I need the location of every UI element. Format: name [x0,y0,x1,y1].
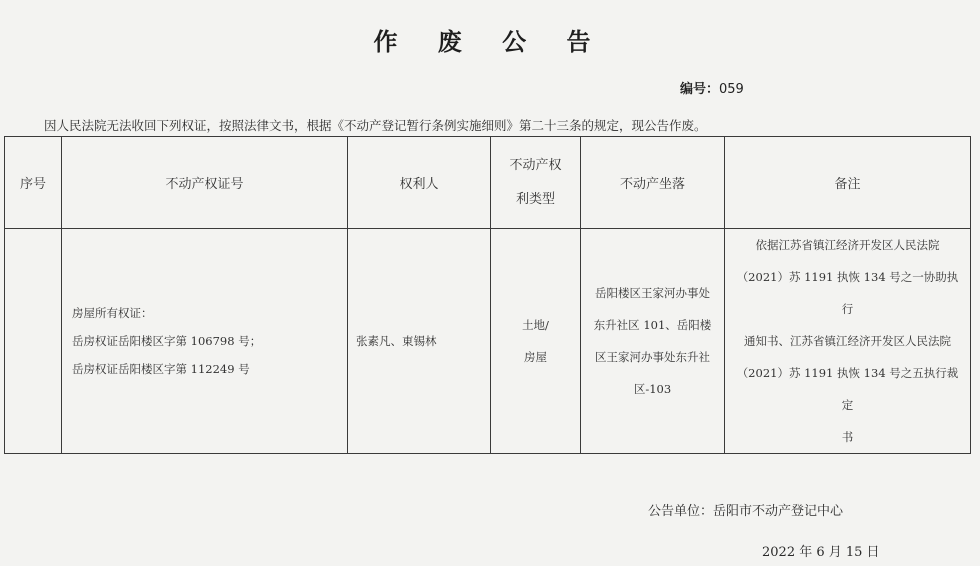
location-line: 区-103 [633,382,672,396]
remarks-line: （2021）苏 1191 执恢 134 号之一协助执行 [736,270,959,316]
header-right-type-line2: 利类型 [515,191,555,207]
remarks-line: 通知书、江苏省镇江经济开发区人民法院 [744,334,951,348]
cell-location [581,229,725,454]
cert-line: 岳房权证岳阳楼区字第 106798 号； [72,334,262,348]
notice-title: 作 废 公 告 [373,28,607,56]
table-row [5,229,971,454]
location-line: 东升社区 101、岳阳楼 [593,318,712,332]
cell-right-type [491,229,581,454]
cell-cert [62,229,348,454]
void-notice-table [4,136,971,454]
remarks-line: 书 [841,430,854,444]
remarks-line: （2021）苏 1191 执恢 134 号之五执行裁定 [736,366,959,412]
cert-line: 房屋所有权证： [72,306,153,320]
remarks-line: 依据江苏省镇江经济开发区人民法院 [755,238,940,252]
header-holder: 权利人 [348,137,491,229]
cert-line: 岳房权证岳阳楼区字第 112249 号 [72,362,250,376]
location-line: 区王家河办事处东升社 [595,350,710,364]
header-cert: 不动产权证号 [62,137,348,229]
table-header-row [5,137,971,229]
notice-intro: 因人民法院无法收回下列权证，按照法律文书，根据《不动产登记暂行条例实施细则》第二十三条的规定，现公告作废。 [44,118,707,133]
header-remarks: 备注 [725,137,971,229]
header-seq: 序号 [5,137,62,229]
notice-number-label: 编号： [680,82,720,97]
header-location: 不动产坐落 [581,137,725,229]
cell-remarks [725,229,971,454]
header-right-type-line1: 不动产权 [509,157,562,173]
issuer: 公告单位：岳阳市不动产登记中心 [648,504,844,519]
cell-seq [5,229,62,454]
type-line: 房屋 [524,350,547,364]
type-line: 土地/ [522,318,549,332]
cell-holder: 张素凡、東锡林 [348,229,491,454]
notice-number-value: 059 [719,82,744,97]
notice-number [680,78,744,97]
header-right-type [491,137,581,229]
location-line: 岳阳楼区王家河办事处 [595,286,710,300]
notice-date: 2022 年 6 月 15 日 [762,545,880,560]
